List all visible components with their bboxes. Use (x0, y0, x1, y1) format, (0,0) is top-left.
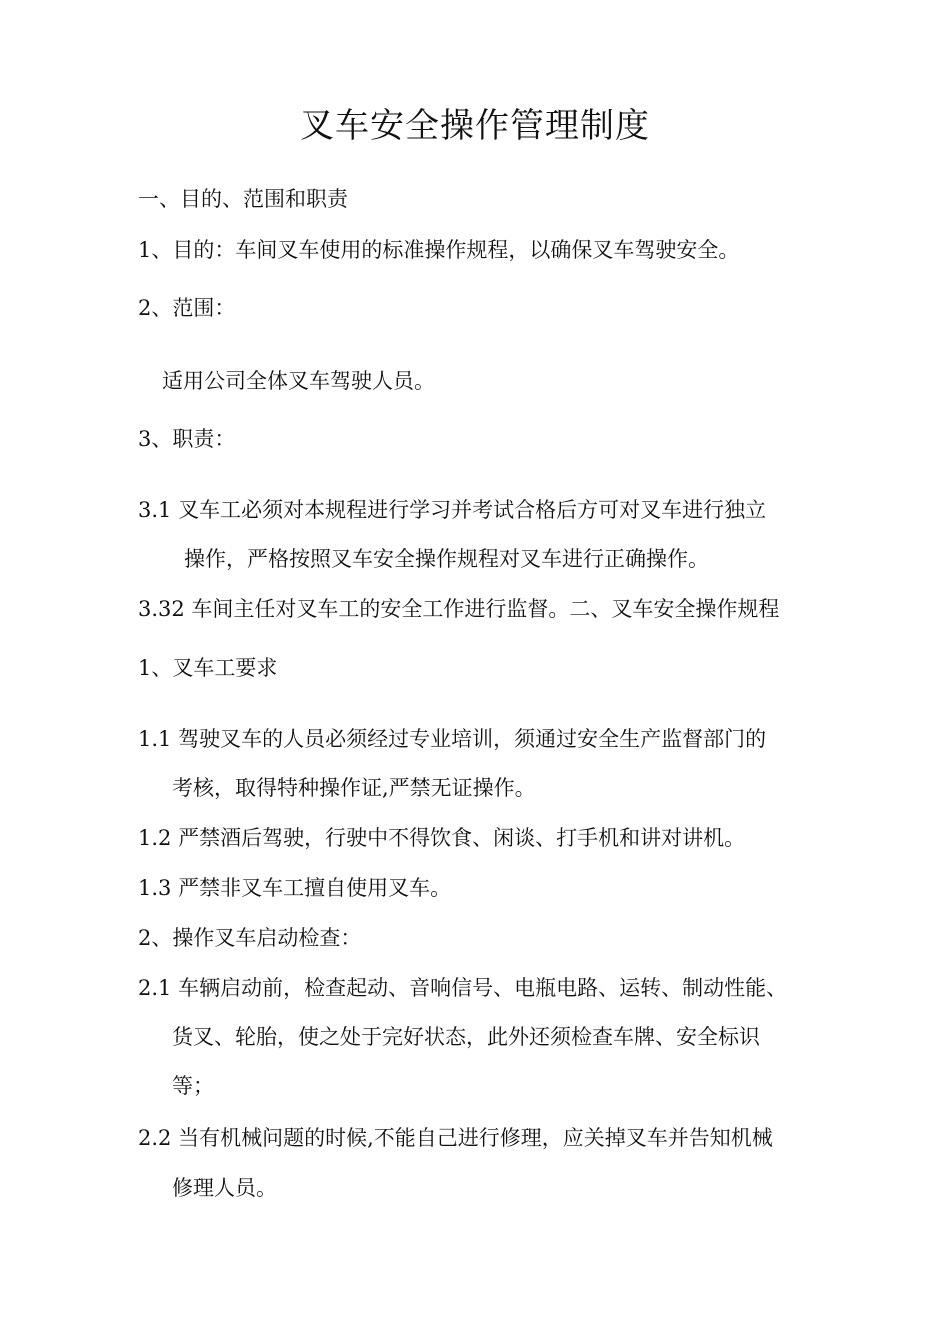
paragraph: 2.2 当有机械问题的时候,不能自己进行修理，应关掉叉车并告知机械 (138, 1126, 773, 1150)
paragraph: 2、范围： (138, 296, 236, 320)
paragraph: 1、目的：车间叉车使用的标准操作规程，以确保叉车驾驶安全。 (138, 238, 740, 262)
paragraph: 3、职责： (138, 427, 236, 451)
paragraph-continuation: 修理人员。 (172, 1176, 277, 1200)
paragraph: 3.32 车间主任对叉车工的安全工作进行监督。二、叉车安全操作规程 (138, 597, 780, 621)
paragraph: 2.1 车辆启动前，检查起动、音响信号、电瓶电路、运转、制动性能、 (138, 976, 788, 1000)
document-title: 叉车安全操作管理制度 (300, 106, 650, 146)
subsection-heading: 2、操作叉车启动检查： (138, 926, 362, 950)
paragraph: 1.2 严禁酒后驾驶，行驶中不得饮食、闲谈、打手机和讲对讲机。 (138, 826, 746, 850)
paragraph: 适用公司全体叉车驾驶人员。 (162, 369, 435, 393)
subsection-heading: 1、叉车工要求 (138, 656, 278, 680)
paragraph: 1.1 驾驶叉车的人员必须经过专业培训，须通过安全生产监督部门的 (138, 727, 767, 751)
paragraph-continuation: 等； (172, 1074, 214, 1098)
paragraph-continuation: 考核，取得特种操作证,严禁无证操作。 (172, 776, 536, 800)
paragraph-continuation: 操作，严格按照叉车安全操作规程对叉车进行正确操作。 (184, 547, 709, 571)
paragraph-continuation: 货叉、轮胎，使之处于完好状态，此外还须检查车牌、安全标识 (172, 1025, 760, 1049)
paragraph: 3.1 叉车工必须对本规程进行学习并考试合格后方可对叉车进行独立 (138, 498, 767, 522)
paragraph: 1.3 严禁非叉车工擅自使用叉车。 (138, 876, 452, 900)
section-heading: 一、目的、范围和职责 (138, 187, 348, 211)
